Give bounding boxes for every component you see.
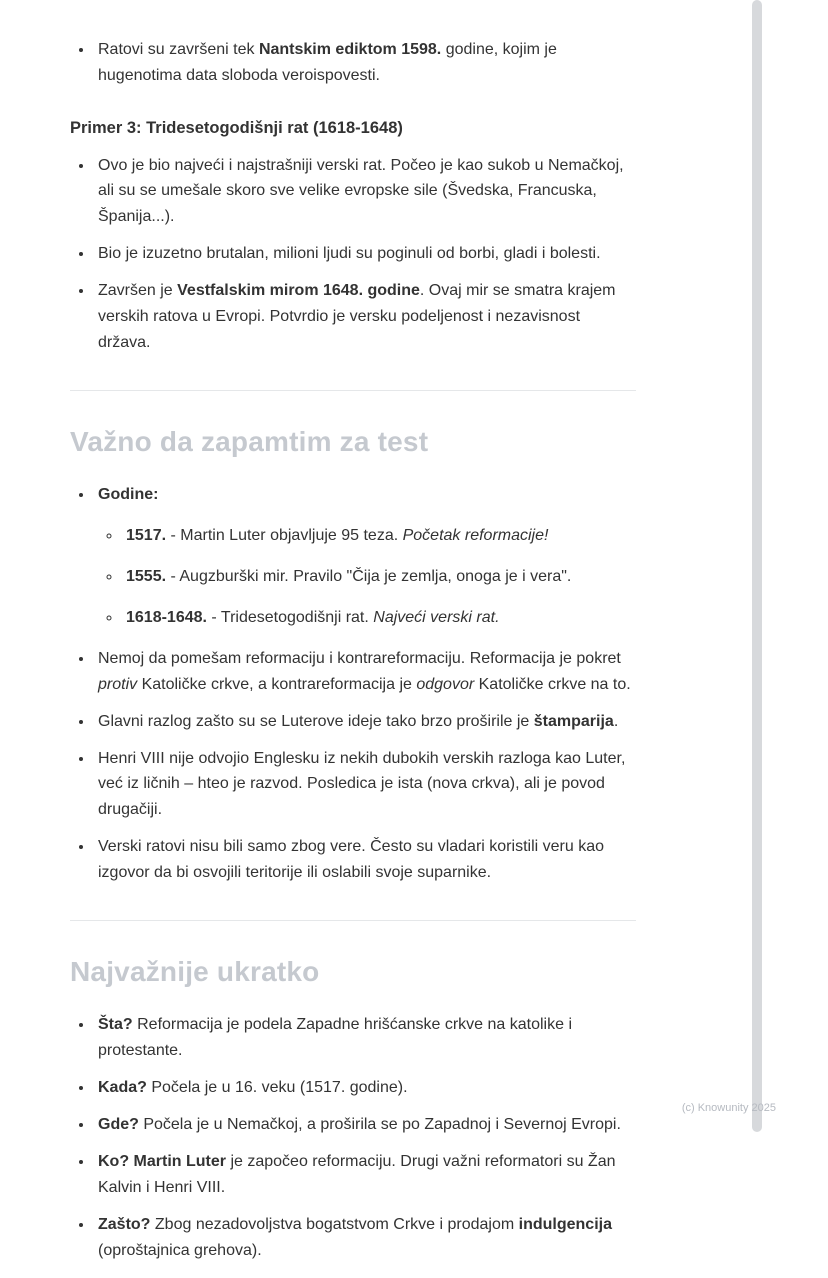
bullet-item: • Šta? Reformacija je podela Zapadne hrišćanske crkve na katolike i protestante. [94, 1012, 636, 1064]
bullet-item: • Završen je Vestfalskim mirom 1648. godine. Ovaj mir se smatra krajem verskih ratova u Evropi. Potvrdio je versku podeljenost i nezavisnost država. [94, 278, 636, 356]
bullet-item: • Kada? Počela je u 16. veku (1517. godine). [94, 1075, 636, 1101]
section-divider [70, 920, 636, 921]
bullet-item: • Nemoj da pomešam reformaciju i kontrareformaciju. Reformacija je pokret protiv Katoličke crkve, a kontrareformacija je odgovor Katoličke crkve na to. [94, 646, 636, 698]
bullet-item: • Verski ratovi nisu bili samo zbog vere. Često su vladari koristili veru kao izgovor da bi osvojili teritorije ili oslabili svoje suparnike. [94, 834, 636, 886]
primer-heading: Primer 3: Tridesetogodišnji rat (1618-1648) [70, 118, 403, 137]
sub-bullet-item: ◦ 1517. - Martin Luter objavljuje 95 teza. Početak reformacije! [122, 523, 636, 549]
section-divider [70, 390, 636, 391]
lead-bullet-list [70, 37, 636, 89]
bullet-item: • Zašto? Zbog nezadovoljstva bogatstvom Crkve i prodajom indulgencija (oproštajnica grehova). [94, 1212, 636, 1264]
scrollbar-thumb[interactable] [752, 0, 762, 1132]
bullet-item: • Bio je izuzetno brutalan, milioni ljudi su poginuli od borbi, gladi i bolesti. [94, 241, 636, 267]
bullet-item: • Glavni razlog zašto su se Luterove ideje tako brzo proširile je štamparija. [94, 709, 636, 735]
primer-bullet-list [70, 153, 636, 356]
sub-bullet-item: ◦ 1618-1648. - Tridesetogodišnji rat. Najveći verski rat. [122, 605, 636, 631]
notes-bullet-list [70, 482, 636, 886]
bullet-text: Godine: [98, 486, 159, 504]
notes-section-heading: Važno da zapamtim za test [70, 425, 429, 457]
bullet-item: • Ovo je bio najveći i najstrašniji verski rat. Počeo je kao sukob u Nemačkoj, ali su se umešale skoro sve velike evropske sile (Švedska, Francuska, Španija...). [94, 153, 636, 231]
summary-bullet-list [70, 1012, 636, 1263]
bullet-item: • Ko? Martin Luter je započeo reformaciju. Drugi važni reformatori su Žan Kalvin i Henri VIII. [94, 1149, 636, 1201]
summary-section-heading: Najvažnije ukratko [70, 956, 320, 988]
bullet-item: • Henri VIII nije odvojio Englesku iz nekih dubokih verskih razloga kao Luter, već iz ličnih – hteo je razvod. Posledica je ista (nova crkva), ali je povod drugačiji. [94, 746, 636, 824]
bullet-item: • Ratovi su završeni tek Nantskim ediktom 1598. godine, kojim je hugenotima data sloboda veroispovesti. [94, 37, 636, 89]
bullet-item [94, 482, 636, 631]
document-page [70, 26, 636, 1278]
sub-bullet-list [98, 523, 636, 631]
bullet-item: • Gde? Počela je u Nemačkoj, a proširila se po Zapadnoj i Severnoj Evropi. [94, 1112, 636, 1138]
sub-bullet-item: ◦ 1555. - Augzburški mir. Pravilo "Čija je zemlja, onoga je i vera". [122, 564, 636, 590]
footer-credit: (c) Knowunity 2025 [681, 1102, 776, 1114]
